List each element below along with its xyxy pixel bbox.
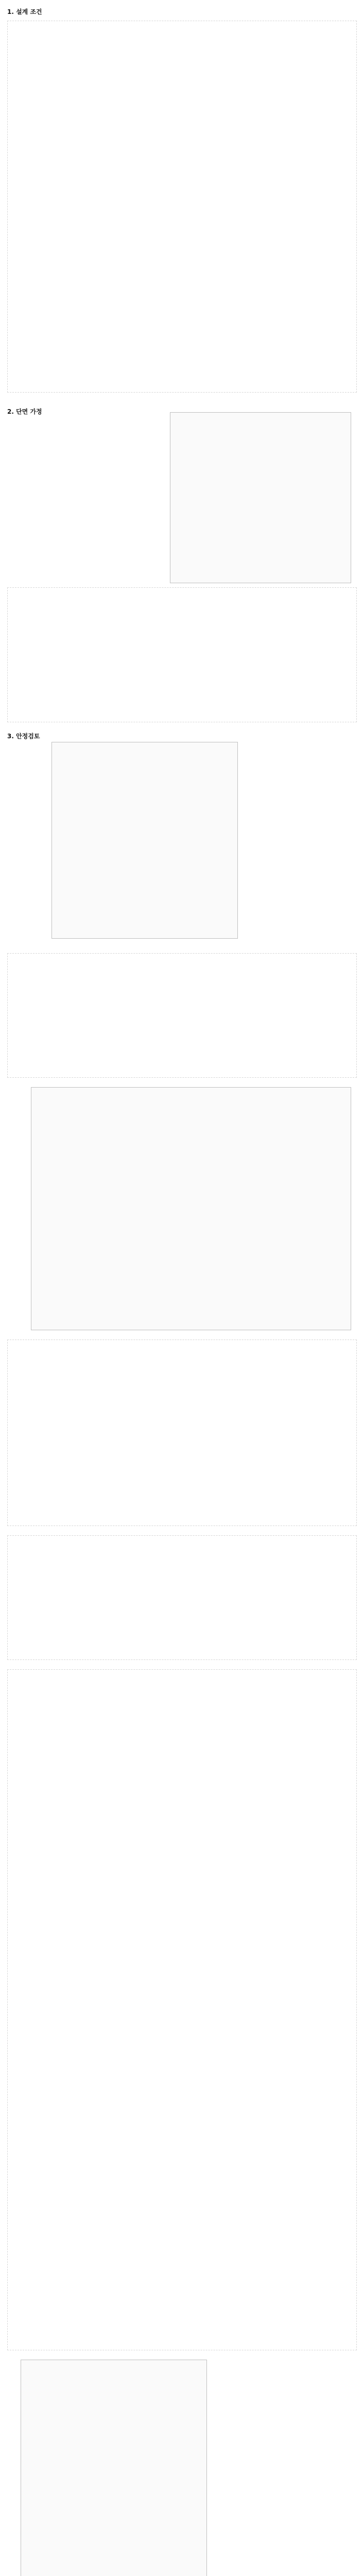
- stability-section-drawing: [51, 742, 238, 939]
- design-conditions-block: [7, 21, 357, 393]
- pressure-table-block: [7, 1535, 357, 1660]
- earth-pressure-calc-block: [7, 1340, 357, 1526]
- stability-calc-block: [7, 1669, 357, 2350]
- section-1-heading: 1. 설계 조건: [7, 8, 42, 15]
- section-2-heading: 2. 단면 가정: [7, 408, 42, 415]
- footing-drawing: [21, 2360, 207, 2576]
- cross-section-drawing: [170, 412, 351, 583]
- section-dimensions-block: [7, 587, 357, 722]
- load-table-block: [7, 953, 357, 1078]
- section-3-heading: 3. 안정검토: [7, 733, 40, 740]
- earth-pressure-diagram: [31, 1087, 351, 1330]
